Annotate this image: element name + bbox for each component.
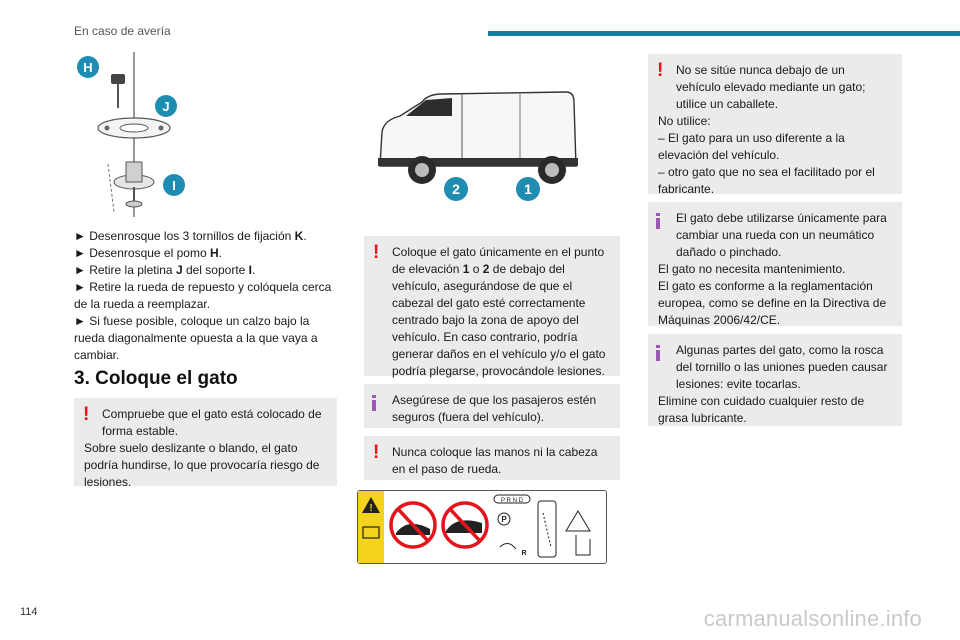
watermark: carmanualsonline.info bbox=[703, 606, 922, 631]
svg-text:I: I bbox=[172, 178, 176, 193]
warning-icon: ! bbox=[83, 404, 90, 425]
chock-wheel-icon bbox=[538, 501, 556, 557]
warning-box-under-vehicle: ! No se sitúe nunca debajo de un vehículo elevado mediante un gato; utilice un caballete. No utilice: – El gato para un uso diferente a la elevación del vehículo. – otro gato que no sea el facilitado por el fabricante. bbox=[648, 54, 902, 194]
hazard-button-icon bbox=[566, 511, 590, 555]
no-person-under-vehicle-icon bbox=[391, 503, 435, 547]
step-item: ► Retire la rueda de repuesto y colóquela cerca de la rueda a reemplazar. bbox=[74, 280, 332, 311]
warning-icon: ! bbox=[373, 242, 380, 263]
svg-text:!: ! bbox=[369, 503, 373, 514]
svg-text:R: R bbox=[521, 550, 527, 557]
info-box-jack-use: El gato debe utilizarse únicamente para cambiar una rueda con un neumático dañado o pinchado. El gato no necesita mantenimiento. El gato es conforme a la reglamentación europea, como se define en la Directiva de Máquinas 2006/42/CE. bbox=[648, 202, 902, 326]
safety-pictograms bbox=[357, 490, 607, 564]
info-box-passengers: Asegúrese de que los pasajeros estén seguros (fuera del vehículo). bbox=[364, 384, 620, 428]
section-heading: 3. Coloque el gato bbox=[74, 368, 238, 389]
warning-box-hands: ! Nunca coloque las manos ni la cabeza en el paso de rueda. bbox=[364, 436, 620, 480]
svg-text:J: J bbox=[162, 99, 170, 114]
svg-text:1: 1 bbox=[524, 181, 532, 197]
van-figure bbox=[370, 82, 590, 206]
warning-box-stability: ! Compruebe que el gato está colocado de forma estable. Sobre suelo deslizante o blando, el gato podría hundirse, lo que provocaría riesgo de lesiones. bbox=[74, 398, 337, 486]
info-icon bbox=[656, 345, 660, 361]
removal-steps bbox=[74, 228, 340, 364]
svg-text:H: H bbox=[83, 60, 93, 75]
step-item: ► Retire la pletina J del soporte I. bbox=[74, 263, 256, 277]
page-number: 114 bbox=[20, 606, 38, 618]
step-item: ► Desenrosque los 3 tornillos de fijación K. bbox=[74, 229, 307, 243]
warning-icon: ! bbox=[373, 442, 380, 463]
callout-H bbox=[77, 56, 99, 78]
callout-J bbox=[155, 95, 177, 117]
no-hand-under-vehicle-icon bbox=[443, 503, 487, 547]
svg-text:P: P bbox=[501, 515, 507, 524]
header-accent-bar bbox=[488, 31, 960, 36]
info-icon bbox=[656, 213, 660, 229]
warning-box-lifting-point: ! Coloque el gato únicamente en el punto de elevación 1 o 2 de debajo del vehículo, asegurándose de que el cabezal del gato esté correctamente centrado bajo la zona de apoyo del vehículo. En caso contrario, podría generar daños en el vehículo y/o el gato podría plegarse, provocándole lesiones. bbox=[364, 236, 620, 376]
step-item: ► Desenrosque el pomo H. bbox=[74, 246, 222, 260]
callout-2 bbox=[444, 177, 468, 201]
svg-text:P R N D: P R N D bbox=[501, 498, 523, 504]
callout-1 bbox=[516, 177, 540, 201]
gear-park-icon bbox=[494, 495, 530, 557]
info-icon bbox=[372, 395, 376, 411]
svg-text:2: 2 bbox=[452, 181, 460, 197]
spare-wheel-figure bbox=[74, 52, 204, 217]
info-box-jack-parts: Algunas partes del gato, como la rosca del tornillo o las uniones pueden causar lesiones: evite tocarlas. Elimine con cuidado cualquier resto de grasa lubricante. bbox=[648, 334, 902, 426]
callout-I bbox=[163, 174, 185, 196]
warning-icon: ! bbox=[657, 60, 664, 81]
step-item: ► Si fuese posible, coloque un calzo bajo la rueda diagonalmente opuesta a la que vaya a cambiar. bbox=[74, 314, 318, 362]
section-title: En caso de avería bbox=[74, 24, 171, 38]
